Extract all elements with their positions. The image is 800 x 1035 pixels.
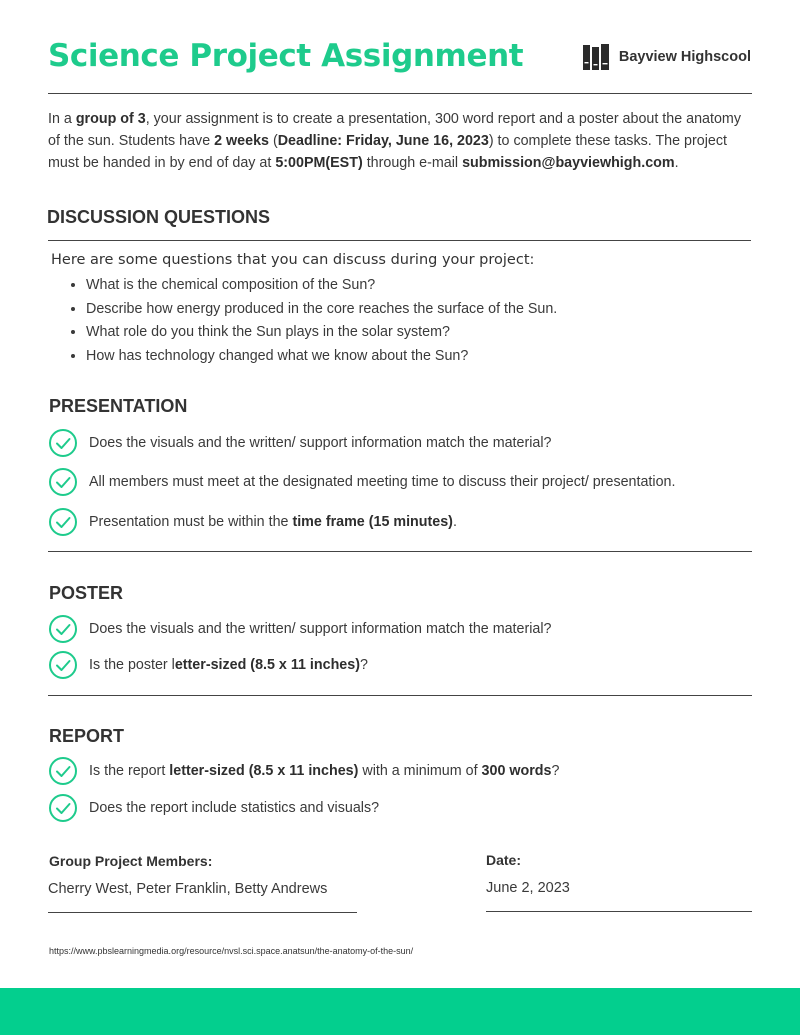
list-item: • Describe how energy produced in the core reaches the surface of the Sun. [86,298,557,322]
check-circle-icon [48,650,78,680]
discussion-intro: Here are some questions that you can discuss during your project: [51,252,535,268]
poster-item [48,614,552,644]
members-underline [48,912,357,913]
source-link[interactable]: https://www.pbslearningmedia.org/resource/nvsl.sci.space.anatsun/the-anatomy-of-the-sun/ [49,946,414,956]
check-circle-icon [48,793,78,823]
date-label: Date: [486,852,522,868]
check-circle-icon [48,467,78,497]
poster-item [48,650,368,680]
report-item [48,756,559,786]
report-item [48,793,379,823]
poster-item-text: Does the visuals and the written/ support information match the material? [89,621,552,637]
members-label: Group Project Members: [49,853,213,869]
report-item-text: Does the report include statistics and visuals? [89,800,380,816]
report-heading: REPORT [49,726,125,746]
submission-email: submission@bayviewhigh.com [462,155,675,171]
check-circle-icon [48,428,78,458]
presentation-item-text: Presentation must be within the time frame (15 minutes). [89,514,457,530]
list-item: • What is the chemical composition of the Sun? [86,274,557,298]
presentation-divider [48,551,752,552]
books-icon [583,44,609,70]
presentation-item [48,507,457,537]
poster-item-text: Is the poster letter-sized (8.5 x 11 inches)? [89,657,368,673]
check-circle-icon [48,507,78,537]
list-item: • How has technology changed what we know about the Sun? [86,345,557,369]
assignment-intro: In a group of 3, your assignment is to create a presentation, 300 word report and a poster about the anatomy of the sun. Students have 2 weeks (Deadline: Friday, June 16, 2023) to complete these tasks. The project must be handed in by end of day at 5:00PM(EST) through e-mail submission@bayviewhigh.com. [48,111,741,171]
presentation-item-text: Does the visuals and the written/ support information match the material? [89,435,552,451]
discussion-heading: DISCUSSION QUESTIONS [47,207,271,227]
page-title: Science Project Assignment [48,38,524,74]
date-underline [486,911,752,912]
check-circle-icon [48,614,78,644]
report-item-text: Is the report letter-sized (8.5 x 11 inches) with a minimum of 300 words? [89,763,560,779]
school-name: Bayview Highscool [618,49,751,65]
members-value: Cherry West, Peter Franklin, Betty Andrews [48,881,328,897]
header-divider [48,93,752,94]
poster-divider [48,695,752,696]
footer-bar [0,988,800,1035]
discussion-question-list [64,274,557,368]
check-circle-icon [48,756,78,786]
presentation-heading: PRESENTATION [49,396,188,416]
date-value: June 2, 2023 [486,880,570,896]
presentation-item [48,428,552,458]
poster-heading: POSTER [49,583,124,603]
school-brand [583,44,751,70]
presentation-item [48,467,675,497]
discussion-divider [48,240,751,241]
presentation-item-text: All members must meet at the designated meeting time to discuss their project/ presentation. [89,474,676,490]
list-item: • What role do you think the Sun plays in the solar system? [86,321,557,345]
